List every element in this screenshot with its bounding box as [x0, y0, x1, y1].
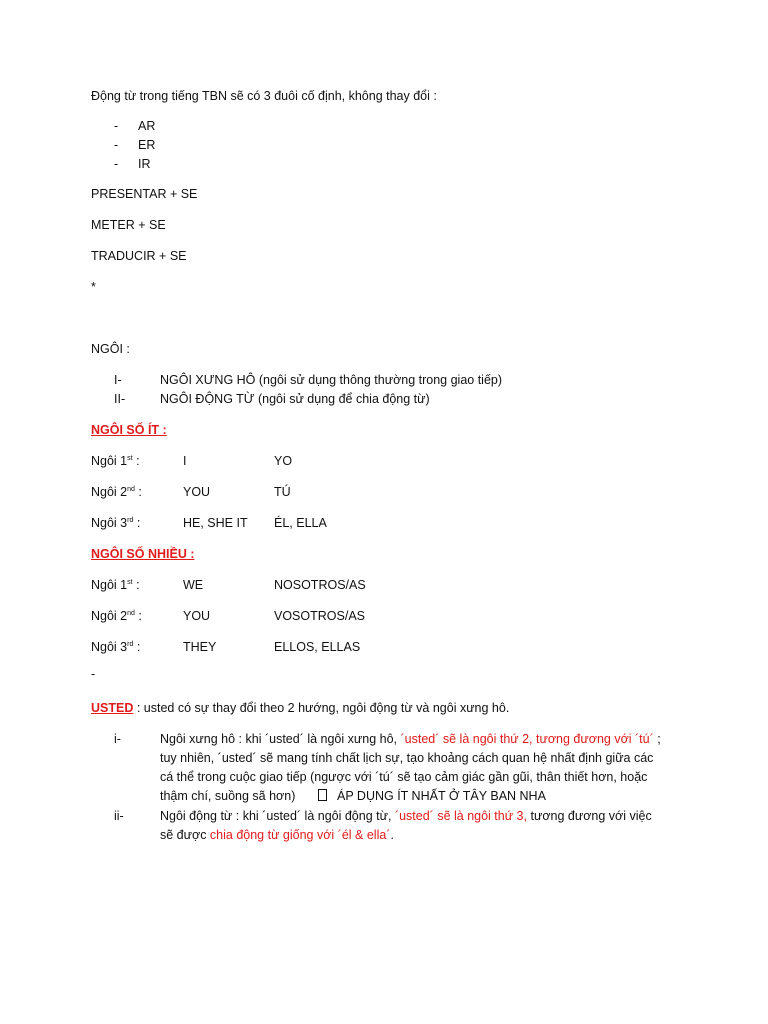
english-pronoun: I [183, 454, 187, 468]
usted-ii-line2-end: . [390, 828, 394, 842]
separator-dash: - [91, 667, 96, 681]
spanish-pronoun: YO [274, 454, 293, 468]
person-label: Ngôi 1 [91, 578, 128, 592]
ending-ir: IR [138, 157, 151, 171]
usted-i-highlight: ´usted´ sẽ là ngôi thứ 2, tương đương với ´tú´ [400, 732, 654, 746]
english-pronoun: HE, SHE IT [183, 516, 248, 530]
usted-i-note-text: ÁP DỤNG ÍT NHẤT Ở TÂY BAN NHA [337, 789, 546, 803]
english-pronoun: THEY [183, 640, 217, 654]
singular-row-1 [91, 453, 491, 469]
usted-i-line4-text: thậm chí, suồng sã hơn) [160, 789, 296, 803]
person-colon: : [132, 578, 140, 592]
person-colon: : [133, 640, 141, 654]
spanish-pronoun: ÉL, ELLA [274, 516, 327, 530]
arrow-icon [318, 789, 327, 801]
usted-ii-line1-text: Ngôi động từ : khi ´usted´ là ngôi động từ, [160, 809, 395, 823]
person-label: Ngôi 2 [91, 609, 128, 623]
usted-ii-line2-text: sẽ được [160, 828, 210, 842]
person-colon: : [134, 485, 142, 499]
ngoi-item-xung-ho: NGÔI XƯNG HÔ (ngôi sử dụng thông thường trong giao tiếp) [160, 373, 503, 387]
plural-row-1 [91, 577, 491, 593]
person-label: Ngôi 2 [91, 485, 128, 499]
person-ordinal: rd [127, 640, 134, 648]
usted-intro [91, 700, 509, 716]
usted-intro-text: : usted có sự thay đổi theo 2 hướng, ngôi động từ và ngôi xưng hô. [133, 701, 510, 715]
ngoi-item-num: II- [114, 392, 126, 406]
person-colon: : [133, 516, 141, 530]
usted-item-num: i- [114, 732, 121, 746]
person-ordinal: rd [127, 516, 134, 524]
person-label: Ngôi 1 [91, 454, 128, 468]
person-ordinal: st [127, 578, 133, 586]
person-ordinal: nd [127, 609, 135, 617]
ending-bullet: - [114, 138, 119, 152]
spanish-pronoun: ELLOS, ELLAS [274, 640, 361, 654]
ending-er: ER [138, 138, 156, 152]
usted-i-note [318, 788, 546, 804]
ngoi-item-dong-tu: NGÔI ĐỘNG TỪ (ngôi sử dụng để chia động từ) [160, 392, 430, 406]
usted-ii-line1-end: tương đương với việc [527, 809, 652, 823]
usted-keyword: USTED [91, 701, 134, 715]
example-presentar: PRESENTAR + SE [91, 187, 198, 201]
ngoi-item-num: I- [114, 373, 122, 387]
ending-bullet: - [114, 119, 119, 133]
asterisk: * [91, 280, 96, 294]
english-pronoun: YOU [183, 609, 211, 623]
singular-row-3 [91, 515, 491, 531]
usted-i-line1-end: ; [653, 732, 661, 746]
english-pronoun: WE [183, 578, 204, 592]
person-colon: : [132, 454, 140, 468]
example-traducir: TRADUCIR + SE [91, 249, 187, 263]
plural-row-2 [91, 608, 491, 624]
usted-item-num: ii- [114, 809, 124, 823]
singular-heading: NGÔI SỐ ÍT : [91, 423, 167, 437]
spanish-pronoun: NOSOTROS/AS [274, 578, 366, 592]
example-meter: METER + SE [91, 218, 166, 232]
ending-bullet: - [114, 157, 119, 171]
ngoi-heading: NGÔI : [91, 342, 130, 356]
usted-ii-highlight: ´usted´ sẽ là ngôi thứ 3, [394, 809, 527, 823]
person-label: Ngôi 3 [91, 516, 128, 530]
spanish-pronoun: TÚ [274, 485, 291, 499]
usted-ii-line1 [160, 808, 652, 824]
person-colon: : [134, 609, 142, 623]
usted-ii-line2 [160, 827, 394, 843]
person-ordinal: nd [127, 485, 135, 493]
spanish-pronoun: VOSOTROS/AS [274, 609, 365, 623]
person-label: Ngôi 3 [91, 640, 128, 654]
usted-ii-highlight-2: chia động từ giống với ´él & ella´ [209, 828, 391, 842]
english-pronoun: YOU [183, 485, 211, 499]
usted-i-line2: tuy nhiên, ´usted´ sẽ mang tính chất lịch sự, tạo khoảng cách quan hệ nhất định giữa các [160, 751, 654, 765]
usted-i-line1-text: Ngôi xưng hô : khi ´usted´ là ngôi xưng hô, [160, 732, 401, 746]
plural-heading: NGÔI SỐ NHIỀU : [91, 547, 195, 561]
singular-row-2 [91, 484, 491, 500]
usted-i-line4 [160, 788, 546, 804]
intro-line: Động từ trong tiếng TBN sẽ có 3 đuôi cố định, không thay đổi : [91, 89, 437, 103]
ending-ar: AR [138, 119, 156, 133]
person-ordinal: st [127, 454, 133, 462]
plural-row-3 [91, 639, 491, 655]
usted-i-line1 [160, 731, 661, 747]
usted-i-line3: cá thể trong cuộc giao tiếp (ngược với ´tú´ sẽ tạo cảm giác gần gũi, thân thiết hơn, hoặc [160, 770, 648, 784]
